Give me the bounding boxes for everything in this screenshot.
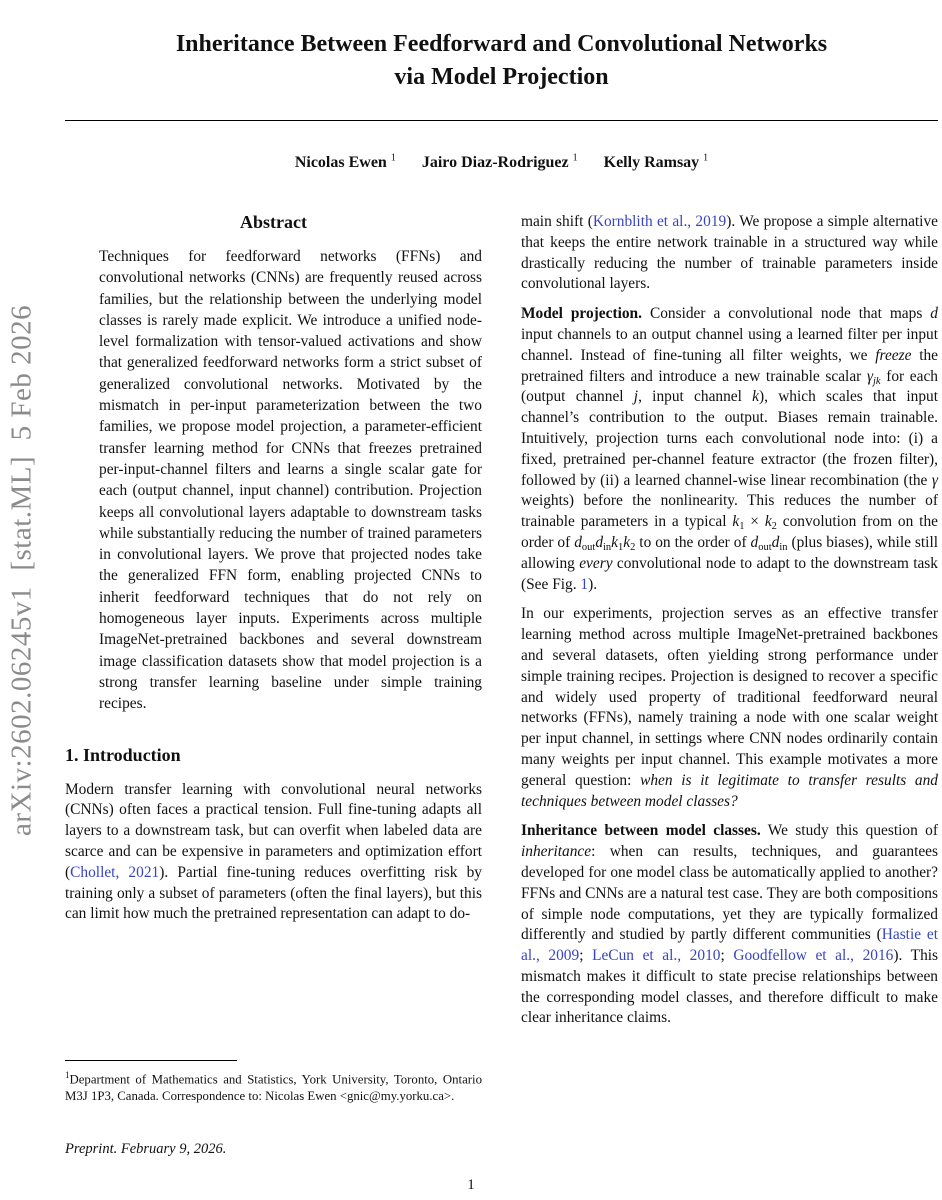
footnote-text [65, 1067, 482, 1105]
footnote [65, 1060, 482, 1105]
text-run: k [764, 513, 772, 531]
author-list [65, 153, 938, 172]
author-name: Jairo Diaz-Rodriguez [421, 154, 569, 172]
text-run: (plus biases), while still allowing [521, 533, 938, 572]
text-run: every [579, 554, 613, 572]
body-paragraph-experiments [521, 604, 938, 812]
citation-link[interactable]: 1 [580, 575, 589, 593]
author [604, 154, 709, 171]
text-run: k [611, 533, 619, 551]
text-run: Consider a convolutional node that maps [641, 305, 931, 323]
author-name: Kelly Ramsay [603, 154, 700, 172]
author-name: Nicolas Ewen [294, 154, 387, 172]
text-run: convolutional node to adapt to the downstream task (See Fig. [521, 554, 938, 593]
text-run: convolution from on the order of [521, 513, 938, 551]
text-run: γ [931, 471, 938, 489]
author [295, 154, 396, 171]
body-paragraph-model-projection [521, 304, 938, 595]
text-run: out [758, 541, 772, 553]
text-run: , input channel [638, 388, 753, 406]
paper-title [65, 28, 938, 94]
left-column [65, 212, 482, 934]
text-run: d [595, 533, 604, 551]
footnote-rule [65, 1060, 237, 1061]
text-run: d [771, 533, 780, 551]
text-run: ). Partial fine-tuning reduces overfitting risk by training only a subset of parameters (often the final layers), but this can limit how much the pretrained representation can adapt to do- [65, 863, 482, 923]
text-run: k [623, 533, 631, 551]
page-number: 1 [467, 1177, 475, 1193]
text-run: ; [720, 947, 734, 965]
text-run: main shift ( [521, 213, 593, 230]
text-run: when is it legitimate to transfer results and techniques between model classes? [521, 771, 938, 810]
text-run: We study this question of [760, 822, 938, 840]
text-run: d [574, 533, 582, 551]
author-affiliation-marker: 1 [703, 153, 709, 164]
body-paragraph-main-shift [521, 212, 938, 295]
text-run: inheritance [521, 843, 592, 861]
text-run: 1 [739, 521, 745, 533]
preprint-note: Preprint. February 9, 2026. [65, 1141, 227, 1157]
intro-paragraph [65, 780, 482, 926]
text-run: for each (output channel [521, 367, 938, 406]
text-run: γ [866, 367, 874, 385]
text-run: the pretrained filters and introduce a new trainable scalar [521, 346, 938, 385]
text-run: k [732, 513, 740, 531]
text-run: input channels to an output channel using a learned filter per input channel. Instead of fine-tuning all filter weights, we [521, 325, 938, 364]
citation-link[interactable]: Hastie et al., 2009 [521, 926, 938, 965]
paper-title-line2: via Model Projection [394, 64, 609, 90]
text-run: to on the order of [635, 533, 751, 551]
text-run: 2 [771, 521, 777, 533]
text-run: freeze [875, 346, 912, 364]
text-run: d [930, 305, 938, 323]
paper-title-line1: Inheritance Between Feedforward and Convolutional Networks [175, 31, 828, 57]
text-run: jk [873, 375, 881, 387]
text-run: : when can results, techniques, and guarantees developed for one model class be automatically applied to another? FFNs and CNNs are a natural test case. They are both compositions of simple node computations, yet they are typically formalized differently and studied by partly different communities ( [521, 843, 938, 944]
text-run: d [750, 533, 759, 551]
citation-link[interactable]: LeCun et al., 2010 [592, 947, 721, 965]
footnote-marker: 1 [65, 1070, 70, 1080]
text-run: 1 [618, 541, 624, 553]
text-run: In our experiments, projection serves as an effective transfer learning method across multiple ImageNet-pretrained backbones and several datasets, often yielding strong performance under simple training recipes. Projection is designed to recover a specific and widely used property of traditional feedforward neural networks (FFNs), namely training a node with one scalar weight per input channel, in settings where CNN nodes ordinarily contain many weights per input channel. This example motivates a more general question: [521, 605, 938, 789]
text-run: 2 [630, 541, 636, 553]
citation-link[interactable]: Goodfellow et al., 2016 [733, 947, 894, 965]
text-run: Modern transfer learning with convolutional neural networks (CNNs) often faces a practical tension. Full fine-tuning adapts all layers to a downstream task, but can overfit when labeled data are scarce and can be expensive in parameters and optimization effort ( [65, 780, 482, 881]
abstract-heading: Abstract [240, 212, 307, 232]
text-run: Inheritance between model classes. [521, 822, 761, 840]
text-run: ). [588, 575, 598, 593]
author [422, 154, 578, 171]
author-affiliation-marker: 1 [572, 153, 578, 164]
body-paragraph-inheritance [521, 821, 938, 1029]
text-run: j [633, 388, 639, 406]
abstract-text [65, 246, 482, 715]
right-column [521, 212, 938, 1038]
text-run: ), which scales that input channel’s contribution to the output. Biases remain trainable. Intuitively, projection turns each convolutional node into: (i) a fixed, pretrained per-channel feature extractor (the frozen filter), followed by (ii) a learned channel-wise linear recombination (the [521, 388, 938, 489]
text-run: k [752, 388, 759, 406]
text-run: in [603, 541, 612, 553]
text-run: ). We propose a simple alternative that keeps the entire network trainable in a structured way while drastically reducing the number of trainable parameters inside convolutional layers. [521, 213, 938, 293]
text-run: weights) before the nonlinearity. This reduces the number of trainable parameters in a typical [521, 492, 938, 531]
text-run: Model projection. [521, 305, 642, 323]
section-heading-introduction: 1. Introduction [65, 744, 181, 765]
text-run: Techniques for feedforward networks (FFNs) and convolutional networks (CNNs) are frequently reused across families, but the relationship between the underlying model classes is rarely made explicit. We introduce a unified node-level formalization with tensor-valued activations and show that generalized feedforward networks form a strict subset of generalized convolutional networks. Motivated by the mismatch in per-input parameterization between the two families, we propose model projection, a parameter-efficient transfer learning method for CNNs that freezes pretrained per-input-channel filters and learns a single scalar gate for each (output channel, input channel) contribution. Projection keeps all convolutional layers adaptable to downstream tasks while substantially reducing the number of trained parameters in convolutional layers. We prove that projected nodes take the generalized FFN form, enabling projected CNNs to inherit feedforward techniques that do not rely on homogeneous layer inputs. Experiments across multiple ImageNet-pretrained backbones and several downstream image classification datasets show that model projection is a strong transfer learning baseline under simple training recipes. [99, 248, 482, 713]
text-run: × [744, 513, 765, 531]
text-run: in [779, 541, 788, 553]
title-rule [65, 120, 938, 121]
text-run: ). This mismatch makes it difficult to state precise relationships between the corresponding model classes, and therefore difficult to make clear inheritance claims. [521, 947, 939, 1027]
text-run: ; [579, 947, 593, 965]
arxiv-watermark: arXiv:2602.06245v1 [stat.ML] 5 Feb 2026 [5, 304, 38, 836]
footnote-body: Department of Mathematics and Statistics, York University, Toronto, Ontario M3J 1P3, Canada. Correspondence to: Nicolas Ewen <gnic@my.yorku.ca>. [65, 1072, 482, 1104]
citation-link[interactable]: Chollet, 2021 [70, 863, 160, 881]
citation-link[interactable]: Kornblith et al., 2019 [592, 213, 727, 230]
author-affiliation-marker: 1 [390, 153, 396, 164]
text-run: out [581, 541, 596, 553]
